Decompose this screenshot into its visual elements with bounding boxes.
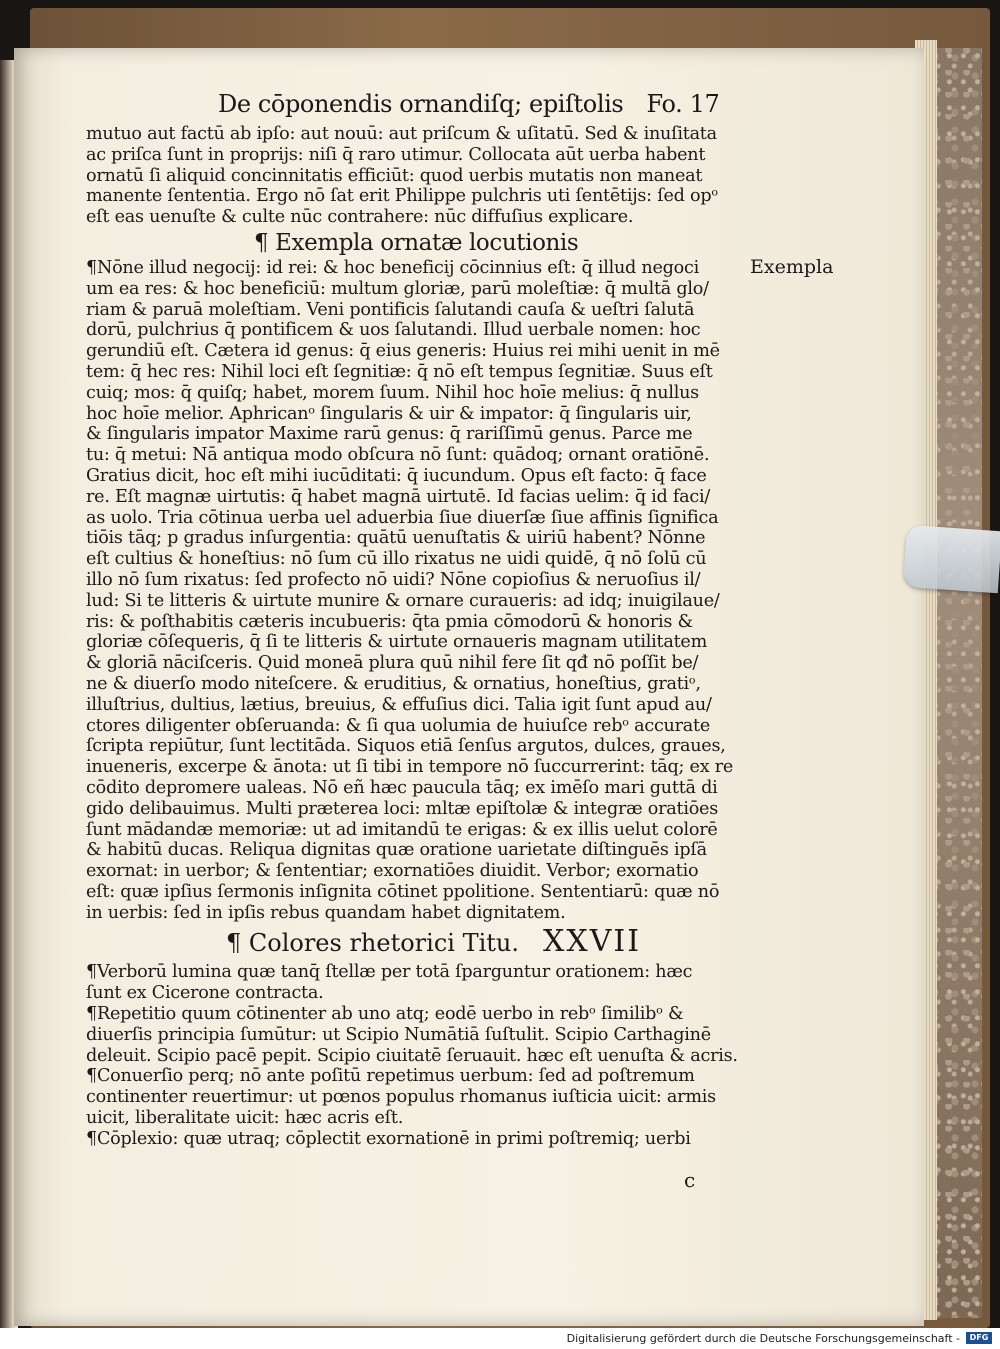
dfg-logo-icon [966,1332,992,1344]
text-line: illo nō ſum rixatus: ſed profecto nō uidi? Nōne copioſius & neruoſius il/ [86,569,701,590]
text-line: ¶Nōne illud negocij: id rei: & hoc beneficij cōcinnius eſt: q̄ illud negoci [86,257,699,278]
text-line: hoc hoīe melior. Aphricanᵒ ſingularis & uir & impator: q̄ ſingularis uir, [86,403,692,424]
text-line: eſt eas uenuſte & culte nūc contrahere: nūc diffuſius explicare. [86,207,634,228]
text-line: tem: q̄ hec res: Nihil loci eſt ſegnitiæ: q̄ nō eſt tempus ſegnitiæ. Suus eſt [86,361,713,382]
running-title: De cōponendis ornandiſq; epiſtolis [218,90,624,118]
text-line: inueneris, excerpe & ānota: ut ſi tibi in tempore nō ſuccurrerint: tāq; ex re [86,757,734,778]
text-line: gerundiū eſt. Cætera id genus: q̄ eius generis: Huius rei mihi uenit in mē [86,341,720,362]
text-line: continenter reuertimur: ut pœnos populus rhomanus iuſticia uicit: armis [86,1087,716,1108]
text-line: ſunt ex Cicerone contracta. [86,983,324,1004]
text-line: illuſtrius, dultius, lætius, breuius, & effuſius dici. Talia igit ſunt apud au/ [86,694,712,715]
text-line: deleuit. Scipio pacē pepit. Scipio ciuitatē ſeruauit. hæc eſt uenuſta & acris. [86,1045,738,1066]
text-line: eſt cultius & honeſtius: nō ſum cū illo rixatus ne uidi quidē, q̄ nō ſolū cū [86,549,707,570]
paragraph-1 [86,124,746,228]
text-line: gido delibauimus. Multi præterea loci: mltæ epiſtolæ & integræ oratiōes [86,798,718,819]
footer-bar [0,1328,1000,1349]
text-line: exornat: in uerbor; & ſententiar; exornatiōes diuidit. Verbor; exornatio [86,861,699,882]
text-line: um ea res: & hoc beneficiū: multum gloriæ, parū moleſtiæ: q̄ multā glo/ [86,278,709,299]
text-line: & habitū ducas. Reliqua dignitas quæ oratione uarietate diſtinguēs ipſā [86,840,707,861]
text-line: as uolo. Tria cōtinua uerba uel aduerbia ſiue diuerſæ ſiue affinis ſignifica [86,507,719,528]
title-heading-text: ¶ Colores rhetorici Titu. [226,929,519,958]
text-line: tiōis tāq; p gradus inſurgentia: quātū uenuſtatis & uiriū habent? Nōnne [86,528,706,549]
text-line: manente ſententia. Ergo nō ſat erit Philippe pulchris uti ſentētijs: ſed opᵒ [86,186,718,207]
signature-mark: c [684,1168,696,1192]
text-line: mutuo aut factū ab ipſo: aut nouū: aut priſcum & uſitatū. Sed & inuſitata [86,124,717,144]
text-line: ac priſca ſunt in proprijs: niſi q̄ raro utimur. Collocata aūt uerba habent [86,144,706,165]
text-line: & ſingularis impator Maxime rarū genus: q̄ rariſſimū genus. Parce me [86,424,693,445]
text-line: cuiq; mos: q̄ quiſq; habet, morem ſuum. Nihil hoc hoīe melius: q̄ nullus [86,382,699,403]
section-heading: ¶ Exempla ornatæ locutionis [254,229,579,256]
text-line: dorū, pulchrius q̄ pontificem & uos ſalutandi. Illud uerbale nomen: hoc [86,320,701,341]
text-line: in uerbis: ſed in ipſis rebus quandam habet dignitatem. [86,902,566,923]
text-line: ctores diligenter obſeruanda: & ſi qua uolumia de huiuſce rebᵒ accurate [86,715,711,736]
text-line: tu: q̄ metui: Nā antiqua modo obſcura nō ſunt: quādoq; ornant oratiōnē. [86,445,710,466]
title-heading [86,925,746,960]
text-line: uicit, liberalitate uicit: hæc acris eſt. [86,1108,404,1129]
text-line: ¶Verborū lumina quæ tanq̄ ſtellæ per totā ſparguntur orationem: hæc [86,962,693,983]
main-text-block [86,124,746,1150]
funding-notice: Digitalisierung gefördert durch die Deutsche Forschungsgemeinschaft - [566,1332,960,1345]
title-number: XXVII [543,924,642,960]
text-line: ornatū ſi aliquid concinnitatis efficiūt: quod uerbis mutatis non maneat [86,165,703,186]
text-line: eſt: quæ ipſius ſermonis inſignita cōtinet ppolitione. Sententiarū: quæ nō [86,881,720,902]
text-line: ¶Cōplexio: quæ utraq; cōplectit exornationē in primi poſtremiq; uerbi [86,1128,691,1149]
text-line: ¶Conuerſio perq; nō ante poſitū repetimus uerbum: ſed ad poſtremum [86,1066,695,1087]
text-line: Gratius dicit, hoc eſt mihi iucūditati: q̄ iucundum. Opus eſt facto: q̄ face [86,465,707,486]
text-line: cōdito depromere ualeas. Nō eñ hæc paucula tāq; ex imēſo mari guttā di [86,777,718,798]
text-line: gloriæ cōſequeris, q̄ ſi te litteris & uirtute ornaueris magnam utilitatem [86,632,708,653]
text-line: & gloriā nāciſceris. Quid moneā plura quū nihil fere ſit qđ nō poſſit be/ [86,653,699,674]
paragraph-3 [86,962,746,1149]
folio-number: Fo. 17 [646,90,720,118]
text-line: ris: & poſthabitis cæteris incubueris: q̄ta pmia cōmodorū & honoris & [86,611,693,632]
paragraph-2 [86,258,746,924]
running-header [218,90,718,118]
page-holder-strip [903,525,1000,593]
text-line: ſunt mādandæ memoriæ: ut ad imitandū te erigas: & ex illis uelut colorē [86,819,718,840]
text-line: ne & diuerſo modo niteſcere. & eruditius, & ornatius, honeſtius, gratiᵒ, [86,673,701,694]
text-line: ¶Repetitio quum cōtinenter ab uno atq; eodē uerbo in rebᵒ ſimilibᵒ & [86,1004,684,1025]
text-line: re. Eſt magnæ uirtutis: q̄ habet magnā uirtutē. Id facias uelim: q̄ id faci/ [86,486,711,507]
text-line: riam & paruā moleſtiam. Veni pontificis ſalutandi cauſa & ueſtri ſalutā [86,299,695,320]
margin-note: Exempla [750,256,834,278]
text-line: ſcripta repiūtur, ſunt lectitāda. Siquos etiā ſenſus argutos, dulces, graues, [86,736,726,757]
text-line: diuerſis principia ſumūtur: ut Scipio Numātiā ſuſtulit. Scipio Carthaginē [86,1024,711,1045]
text-line: lud: Si te litteris & uirtute munire & ornare curaueris: ad idq; inuigilaue/ [86,590,720,611]
